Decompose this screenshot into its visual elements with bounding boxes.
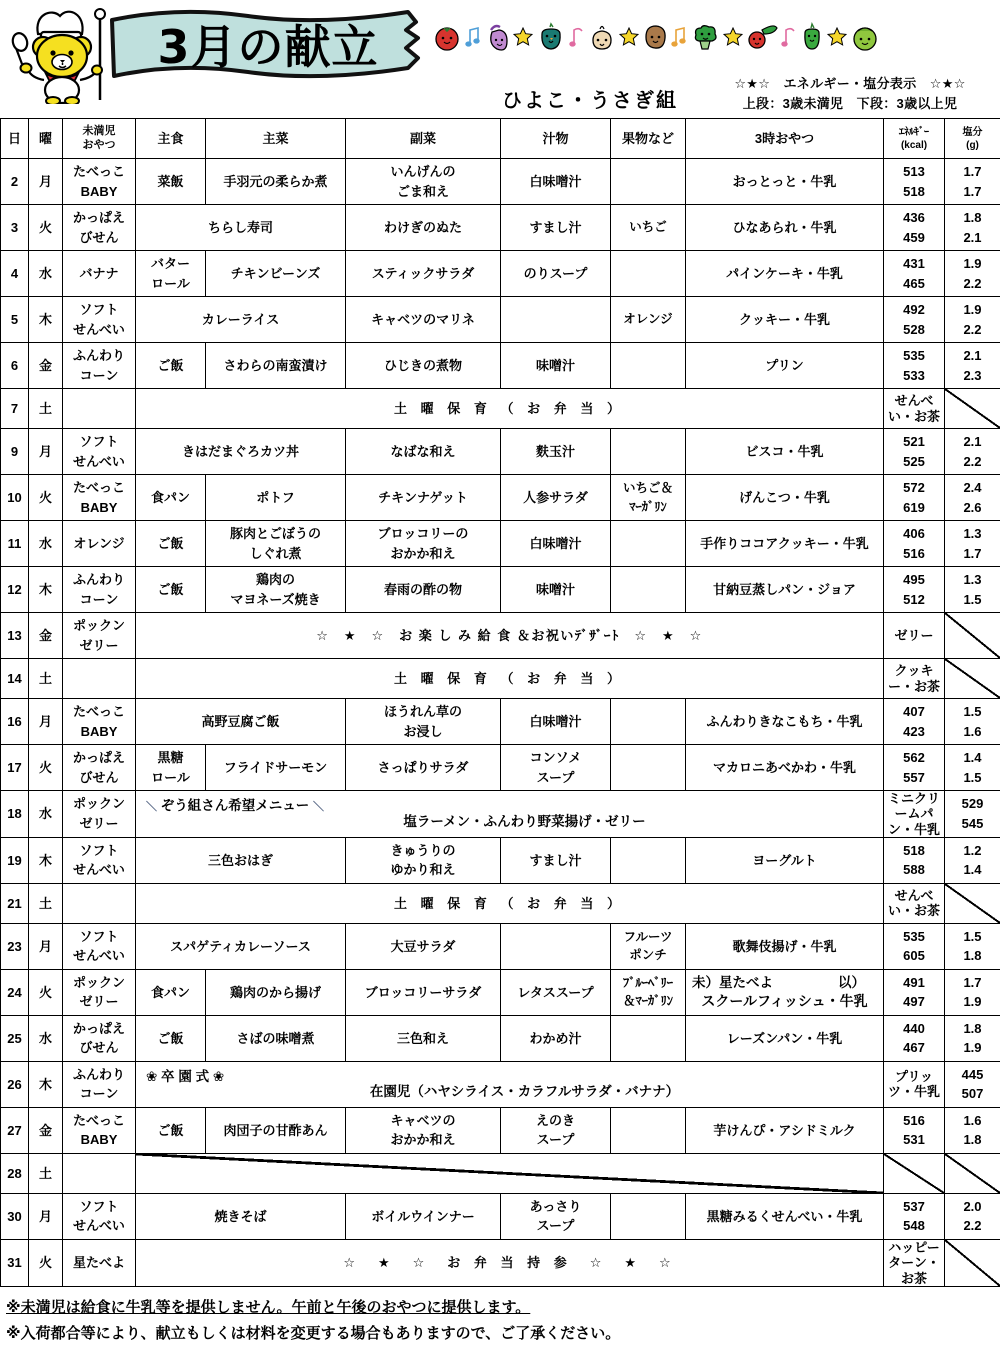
cell-infant-snack: 星たべよ	[63, 1239, 136, 1286]
cell-day: 6	[1, 343, 29, 389]
cell-soup: のりスープ	[501, 251, 611, 297]
cell-dayofweek: 金	[29, 1107, 63, 1153]
cell-infant-snack: かっぱえ びせん	[63, 745, 136, 791]
cell-side-dish: なばな和え	[346, 429, 501, 475]
cell-dayofweek: 水	[29, 1015, 63, 1061]
cell-energy	[945, 659, 1000, 699]
cell-day: 21	[1, 883, 29, 923]
cell-fruit	[611, 1193, 686, 1239]
footer-note-milk: ※未満児は給食に牛乳等を提供しません。午前と午後のおやつに提供します。	[6, 1298, 531, 1316]
cell-side-dish: いんげんの ごま和え	[346, 159, 501, 205]
star-icon	[619, 27, 639, 47]
cell-soup: コンソメ スープ	[501, 745, 611, 791]
cell-energy: 518 588	[884, 837, 945, 883]
cell-staple-main: 高野豆腐ご飯	[136, 699, 346, 745]
col-header-dayofweek: 曜	[29, 119, 63, 159]
cell-energy: 445 507	[945, 1061, 1000, 1107]
table-row	[1, 1015, 1000, 1061]
cell-infant-snack: ふんわり コーン	[63, 567, 136, 613]
cell-energy: 436 459	[884, 205, 945, 251]
cell-salt: 1.8 2.1	[945, 205, 1000, 251]
cell-dayofweek: 土	[29, 1153, 63, 1193]
cell-infant-snack	[63, 659, 136, 699]
page-title: 3月の献立	[157, 20, 379, 74]
cell-infant-snack: ふんわり コーン	[63, 1061, 136, 1107]
cell-dayofweek: 土	[29, 659, 63, 699]
cell-afternoon-snack: マカロニあべかわ・牛乳	[686, 745, 884, 791]
cell-dayofweek: 水	[29, 521, 63, 567]
cell-energy: 440 467	[884, 1015, 945, 1061]
col-header-day: 日	[1, 119, 29, 159]
cell-soup: わかめ汁	[501, 1015, 611, 1061]
cell-side-dish: チキンナゲット	[346, 475, 501, 521]
cell-afternoon-snack: 甘納豆蒸しパン・ジョア	[686, 567, 884, 613]
cell-dayofweek: 火	[29, 475, 63, 521]
cell-main-dish: ポトフ	[206, 475, 346, 521]
table-row	[1, 389, 1000, 429]
cell-staple-main: スパゲティカレーソース	[136, 923, 346, 969]
cell-soup: すまし汁	[501, 205, 611, 251]
cell-salt: 1.5 1.8	[945, 923, 1000, 969]
cell-energy: 535 605	[884, 923, 945, 969]
cell-salt: 2.4 2.6	[945, 475, 1000, 521]
cell-day: 7	[1, 389, 29, 429]
cell-energy: 535 533	[884, 343, 945, 389]
cell-infant-snack: たべっこ BABY	[63, 475, 136, 521]
table-row	[1, 969, 1000, 1015]
cell-main-dish: 手羽元の柔らか煮	[206, 159, 346, 205]
cell-dayofweek: 土	[29, 389, 63, 429]
cell-salt: 1.3 1.7	[945, 521, 1000, 567]
cell-energy	[945, 1153, 1000, 1193]
vegetable-icon-strip	[432, 22, 880, 52]
cell-salt: 1.7 1.7	[945, 159, 1000, 205]
cell-infant-snack: ポックン ゼリー	[63, 613, 136, 659]
table-row	[1, 343, 1000, 389]
cell-staple-main: 焼きそば	[136, 1193, 346, 1239]
cell-side-dish: 大豆サラダ	[346, 923, 501, 969]
cell-special-banner: 土 曜 保 育 （ お 弁 当 ）	[136, 883, 884, 923]
cell-staple-main: カレーライス	[136, 297, 346, 343]
cell-energy: 562 557	[884, 745, 945, 791]
cell-infant-snack: ソフト せんべい	[63, 1193, 136, 1239]
cell-day: 31	[1, 1239, 29, 1286]
cell-afternoon-snack: 芋けんぴ・アシドミルク	[686, 1107, 884, 1153]
cell-side-dish: スティックサラダ	[346, 251, 501, 297]
cell-salt: 1.2 1.4	[945, 837, 1000, 883]
col-header-main-dish: 主菜	[206, 119, 346, 159]
table-row	[1, 297, 1000, 343]
cell-side-dish: きゅうりの ゆかり和え	[346, 837, 501, 883]
cell-soup: すまし汁	[501, 837, 611, 883]
cell-infant-snack: たべっこ BABY	[63, 699, 136, 745]
cell-salt: 1.6 1.8	[945, 1107, 1000, 1153]
cell-soup: あっさり スープ	[501, 1193, 611, 1239]
cell-dayofweek: 木	[29, 837, 63, 883]
cell-energy: 431 465	[884, 251, 945, 297]
cell-soup: レタススープ	[501, 969, 611, 1015]
cell-side-dish: キャベツのマリネ	[346, 297, 501, 343]
cell-energy: 406 516	[884, 521, 945, 567]
cell-staple: ご飯	[136, 343, 206, 389]
page-header	[0, 0, 1000, 118]
cell-dayofweek: 木	[29, 567, 63, 613]
table-row	[1, 613, 1000, 659]
cell-main-dish: フライドサーモン	[206, 745, 346, 791]
cell-main-dish: さばの味噌煮	[206, 1015, 346, 1061]
cell-energy	[945, 613, 1000, 659]
cell-special-menu: ＼ ぞう組さん希望メニュー ＼ 塩ラーメン・ふんわり野菜揚げ・ゼリー	[136, 791, 884, 838]
cell-salt: 2.1 2.2	[945, 429, 1000, 475]
table-row	[1, 1193, 1000, 1239]
cell-infant-snack: ソフト せんべい	[63, 429, 136, 475]
cell-salt: 2.0 2.2	[945, 1193, 1000, 1239]
green-pepper-icon	[536, 22, 566, 52]
cell-day: 19	[1, 837, 29, 883]
cell-afternoon-snack: パインケーキ・牛乳	[686, 251, 884, 297]
table-row	[1, 883, 1000, 923]
cell-infant-snack: ソフト せんべい	[63, 297, 136, 343]
cell-infant-snack: ソフト せんべい	[63, 837, 136, 883]
cell-side-dish: 三色和え	[346, 1015, 501, 1061]
cell-fruit	[611, 745, 686, 791]
table-row	[1, 1061, 1000, 1107]
eggplant-icon	[484, 22, 510, 52]
cell-fruit: フルーツ ポンチ	[611, 923, 686, 969]
cell-afternoon-snack: ゼリー	[884, 613, 945, 659]
energy-label: ☆★☆ エネルギー・塩分表示 ☆★☆	[734, 76, 966, 91]
cell-afternoon-snack: ひなあられ・牛乳	[686, 205, 884, 251]
cell-soup: 白味噌汁	[501, 521, 611, 567]
cell-day: 13	[1, 613, 29, 659]
age-group-note: 上段：3歳未満児 下段：3歳以上児	[742, 96, 958, 112]
cell-infant-snack: オレンジ	[63, 521, 136, 567]
table-row	[1, 745, 1000, 791]
col-header-soup: 汁物	[501, 119, 611, 159]
cell-staple: 食パン	[136, 969, 206, 1015]
cell-soup: 白味噌汁	[501, 159, 611, 205]
table-row	[1, 837, 1000, 883]
potato-icon	[642, 23, 668, 51]
table-row	[1, 1153, 1000, 1193]
cell-soup: 味噌汁	[501, 343, 611, 389]
cell-salt: 2.1 2.3	[945, 343, 1000, 389]
cell-afternoon-snack: おっとっと・牛乳	[686, 159, 884, 205]
cell-soup: えのき スープ	[501, 1107, 611, 1153]
cell-special-menu: ❀ 卒 園 式 ❀ 在園児（ハヤシライス・カラフルサラダ・バナナ）	[136, 1061, 884, 1107]
col-header-energy: ｴﾈﾙｷﾞｰ (kcal)	[884, 119, 945, 159]
cell-fruit	[611, 1015, 686, 1061]
cell-afternoon-snack: プリン	[686, 343, 884, 389]
cell-fruit	[611, 429, 686, 475]
cell-fruit	[611, 837, 686, 883]
cell-afternoon-snack: せんべい・お茶	[884, 389, 945, 429]
cell-infant-snack: たべっこ BABY	[63, 159, 136, 205]
cell-fruit	[611, 699, 686, 745]
broccoli-icon	[690, 22, 720, 52]
cell-afternoon-snack: レーズンパン・牛乳	[686, 1015, 884, 1061]
table-row	[1, 791, 1000, 838]
cell-soup: 白味噌汁	[501, 699, 611, 745]
menu-table-body	[1, 159, 1000, 1287]
cell-infant-snack: バナナ	[63, 251, 136, 297]
cell-day: 27	[1, 1107, 29, 1153]
cell-infant-snack	[63, 389, 136, 429]
cell-special-banner: ☆ ★ ☆ お 弁 当 持 参 ☆ ★ ☆	[136, 1239, 884, 1286]
cell-energy	[945, 389, 1000, 429]
cell-infant-snack: ポックン ゼリー	[63, 791, 136, 838]
cell-energy: 537 548	[884, 1193, 945, 1239]
cell-side-dish: ほうれん草の お浸し	[346, 699, 501, 745]
cell-staple-main: きはだまぐろカツ丼	[136, 429, 346, 475]
cell-soup: 人参サラダ	[501, 475, 611, 521]
cell-day: 9	[1, 429, 29, 475]
class-name-label: ひよこ・うさぎ組	[502, 90, 678, 112]
table-row	[1, 251, 1000, 297]
cell-main-dish: チキンビーンズ	[206, 251, 346, 297]
cell-side-dish: ブロッコリーサラダ	[346, 969, 501, 1015]
table-row	[1, 1107, 1000, 1153]
table-row	[1, 521, 1000, 567]
cell-staple: 菜飯	[136, 159, 206, 205]
cell-afternoon-snack: ハッピーターン・お茶	[884, 1239, 945, 1286]
cell-staple-main: 三色おはぎ	[136, 837, 346, 883]
cell-soup	[501, 923, 611, 969]
col-header-salt: 塩分 (g)	[945, 119, 1000, 159]
music-note-icon	[569, 24, 585, 50]
cell-infant-snack	[63, 1153, 136, 1193]
cell-infant-snack: ふんわり コーン	[63, 343, 136, 389]
star-icon	[723, 27, 743, 47]
table-row	[1, 429, 1000, 475]
cell-dayofweek: 月	[29, 699, 63, 745]
cell-afternoon-snack	[884, 1153, 945, 1193]
col-header-afternoon-snack: 3時おやつ	[686, 119, 884, 159]
cell-soup: 味噌汁	[501, 567, 611, 613]
cell-day: 12	[1, 567, 29, 613]
cell-afternoon-snack: ビスコ・牛乳	[686, 429, 884, 475]
cell-side-dish: ブロッコリーの おかか和え	[346, 521, 501, 567]
cabbage-icon	[850, 22, 880, 52]
pepper-icon	[800, 22, 824, 52]
cell-side-dish: さっぱりサラダ	[346, 745, 501, 791]
cell-energy: 491 497	[884, 969, 945, 1015]
cell-afternoon-snack: プリッツ・牛乳	[884, 1061, 945, 1107]
cell-fruit	[611, 521, 686, 567]
col-header-staple: 主食	[136, 119, 206, 159]
cell-afternoon-snack: ミニクリームパン・牛乳	[884, 791, 945, 838]
cell-salt: 1.3 1.5	[945, 567, 1000, 613]
cell-day: 18	[1, 791, 29, 838]
cell-energy	[945, 1239, 1000, 1286]
cell-dayofweek: 火	[29, 745, 63, 791]
cell-staple: 食パン	[136, 475, 206, 521]
cell-day: 5	[1, 297, 29, 343]
cell-fruit	[611, 343, 686, 389]
cell-dayofweek: 土	[29, 883, 63, 923]
cell-salt: 1.5 1.6	[945, 699, 1000, 745]
cell-staple: バター ロール	[136, 251, 206, 297]
table-row	[1, 205, 1000, 251]
cell-infant-snack	[63, 883, 136, 923]
tomato-icon	[432, 22, 462, 52]
cell-staple: ご飯	[136, 1107, 206, 1153]
cell-afternoon-snack: ヨーグルト	[686, 837, 884, 883]
cell-day: 28	[1, 1153, 29, 1193]
music-note-icon	[671, 24, 687, 50]
cell-afternoon-snack: 手作りココアクッキー・牛乳	[686, 521, 884, 567]
cell-day: 17	[1, 745, 29, 791]
energy-salt-note	[700, 74, 1000, 114]
col-header-infant-snack: 未満児 おやつ	[63, 119, 136, 159]
cell-day: 23	[1, 923, 29, 969]
table-row	[1, 475, 1000, 521]
cell-side-dish: ボイルウインナー	[346, 1193, 501, 1239]
cell-infant-snack: たべっこ BABY	[63, 1107, 136, 1153]
cell-dayofweek: 火	[29, 969, 63, 1015]
cell-afternoon-snack: 未）星たべよ 以） スクールフィッシュ・牛乳	[686, 969, 884, 1015]
cell-afternoon-snack: クッキー・牛乳	[686, 297, 884, 343]
cell-side-dish: キャベツの おかか和え	[346, 1107, 501, 1153]
cell-dayofweek: 金	[29, 613, 63, 659]
cell-no-service	[136, 1153, 884, 1193]
cell-fruit: いちご	[611, 205, 686, 251]
cell-fruit	[611, 567, 686, 613]
cell-day: 25	[1, 1015, 29, 1061]
star-icon	[513, 27, 533, 47]
cell-staple: ご飯	[136, 521, 206, 567]
cell-afternoon-snack: げんこつ・牛乳	[686, 475, 884, 521]
cell-dayofweek: 木	[29, 297, 63, 343]
cell-special-banner: ☆ ★ ☆ お 楽 し み 給 食 ＆お祝いﾃﾞｻﾞｰﾄ ☆ ★ ☆	[136, 613, 884, 659]
cell-fruit: オレンジ	[611, 297, 686, 343]
cell-side-dish: わけぎのぬた	[346, 205, 501, 251]
cell-energy: 529 545	[945, 791, 1000, 838]
cell-energy: 492 528	[884, 297, 945, 343]
cell-salt: 1.4 1.5	[945, 745, 1000, 791]
cell-side-dish: ひじきの煮物	[346, 343, 501, 389]
cell-infant-snack: ポックン ゼリー	[63, 969, 136, 1015]
cell-fruit: ﾌﾞﾙｰﾍﾞﾘｰ ＆ﾏｰｶﾞﾘﾝ	[611, 969, 686, 1015]
cell-staple: ご飯	[136, 567, 206, 613]
cell-day: 16	[1, 699, 29, 745]
footer-notes	[0, 1287, 1000, 1348]
cell-day: 4	[1, 251, 29, 297]
cell-dayofweek: 火	[29, 205, 63, 251]
cell-day: 11	[1, 521, 29, 567]
cell-day: 14	[1, 659, 29, 699]
cell-side-dish: 春雨の酢の物	[346, 567, 501, 613]
col-header-side-dish: 副菜	[346, 119, 501, 159]
table-row	[1, 699, 1000, 745]
music-note-icon	[465, 24, 481, 50]
table-row	[1, 1239, 1000, 1286]
cell-energy: 572 619	[884, 475, 945, 521]
cell-main-dish: 肉団子の甘酢あん	[206, 1107, 346, 1153]
cell-salt: 1.9 2.2	[945, 251, 1000, 297]
cell-special-banner: 土 曜 保 育 （ お 弁 当 ）	[136, 389, 884, 429]
table-row	[1, 159, 1000, 205]
cell-dayofweek: 月	[29, 1193, 63, 1239]
cell-soup: 麩玉汁	[501, 429, 611, 475]
cell-day: 3	[1, 205, 29, 251]
cell-staple: 黒糖 ロール	[136, 745, 206, 791]
cell-energy: 495 512	[884, 567, 945, 613]
cell-day: 24	[1, 969, 29, 1015]
table-row	[1, 659, 1000, 699]
cell-day: 10	[1, 475, 29, 521]
cell-salt: 1.9 2.2	[945, 297, 1000, 343]
cell-energy: 407 423	[884, 699, 945, 745]
cell-soup	[501, 297, 611, 343]
table-row	[1, 923, 1000, 969]
onion-icon	[588, 23, 616, 51]
footer-note-substitution: ※入荷都合等により、献立もしくは材料を変更する場合もありますので、ご了承ください。	[6, 1325, 621, 1343]
cell-afternoon-snack: せんべい・お茶	[884, 883, 945, 923]
cell-fruit	[611, 251, 686, 297]
table-row	[1, 567, 1000, 613]
cell-salt: 1.8 1.9	[945, 1015, 1000, 1061]
cell-staple: ご飯	[136, 1015, 206, 1061]
cell-salt: 1.7 1.9	[945, 969, 1000, 1015]
cell-dayofweek: 月	[29, 923, 63, 969]
cell-infant-snack: ソフト せんべい	[63, 923, 136, 969]
cell-dayofweek: 金	[29, 343, 63, 389]
cell-fruit	[611, 1107, 686, 1153]
cell-energy	[945, 883, 1000, 923]
cell-dayofweek: 木	[29, 1061, 63, 1107]
cell-infant-snack: かっぱえ びせん	[63, 205, 136, 251]
cell-afternoon-snack: 歌舞伎揚げ・牛乳	[686, 923, 884, 969]
cell-dayofweek: 月	[29, 159, 63, 205]
cell-day: 30	[1, 1193, 29, 1239]
cell-infant-snack: かっぱえ びせん	[63, 1015, 136, 1061]
cell-fruit	[611, 159, 686, 205]
cell-day: 26	[1, 1061, 29, 1107]
menu-table	[0, 118, 1000, 1287]
cell-main-dish: 鶏肉のから揚げ	[206, 969, 346, 1015]
cell-dayofweek: 月	[29, 429, 63, 475]
cell-dayofweek: 水	[29, 251, 63, 297]
cell-energy: 516 531	[884, 1107, 945, 1153]
cell-energy: 513 518	[884, 159, 945, 205]
cell-staple-main: ちらし寿司	[136, 205, 346, 251]
cell-dayofweek: 火	[29, 1239, 63, 1286]
radish-icon	[746, 22, 778, 52]
cell-fruit: いちご＆ ﾏｰｶﾞﾘﾝ	[611, 475, 686, 521]
cell-afternoon-snack: ふんわりきなこもち・牛乳	[686, 699, 884, 745]
star-icon	[827, 27, 847, 47]
cell-day: 2	[1, 159, 29, 205]
cell-main-dish: さわらの南蛮漬け	[206, 343, 346, 389]
cell-dayofweek: 水	[29, 791, 63, 838]
table-header-row	[1, 119, 1000, 159]
col-header-fruit: 果物など	[611, 119, 686, 159]
cell-main-dish: 鶏肉の マヨネーズ焼き	[206, 567, 346, 613]
cell-main-dish: 豚肉とごぼうの しぐれ煮	[206, 521, 346, 567]
cell-special-banner: 土 曜 保 育 （ お 弁 当 ）	[136, 659, 884, 699]
cell-afternoon-snack: 黒糖みるくせんべい・牛乳	[686, 1193, 884, 1239]
music-note-icon	[781, 24, 797, 50]
cell-afternoon-snack: クッキー・お茶	[884, 659, 945, 699]
cell-energy: 521 525	[884, 429, 945, 475]
